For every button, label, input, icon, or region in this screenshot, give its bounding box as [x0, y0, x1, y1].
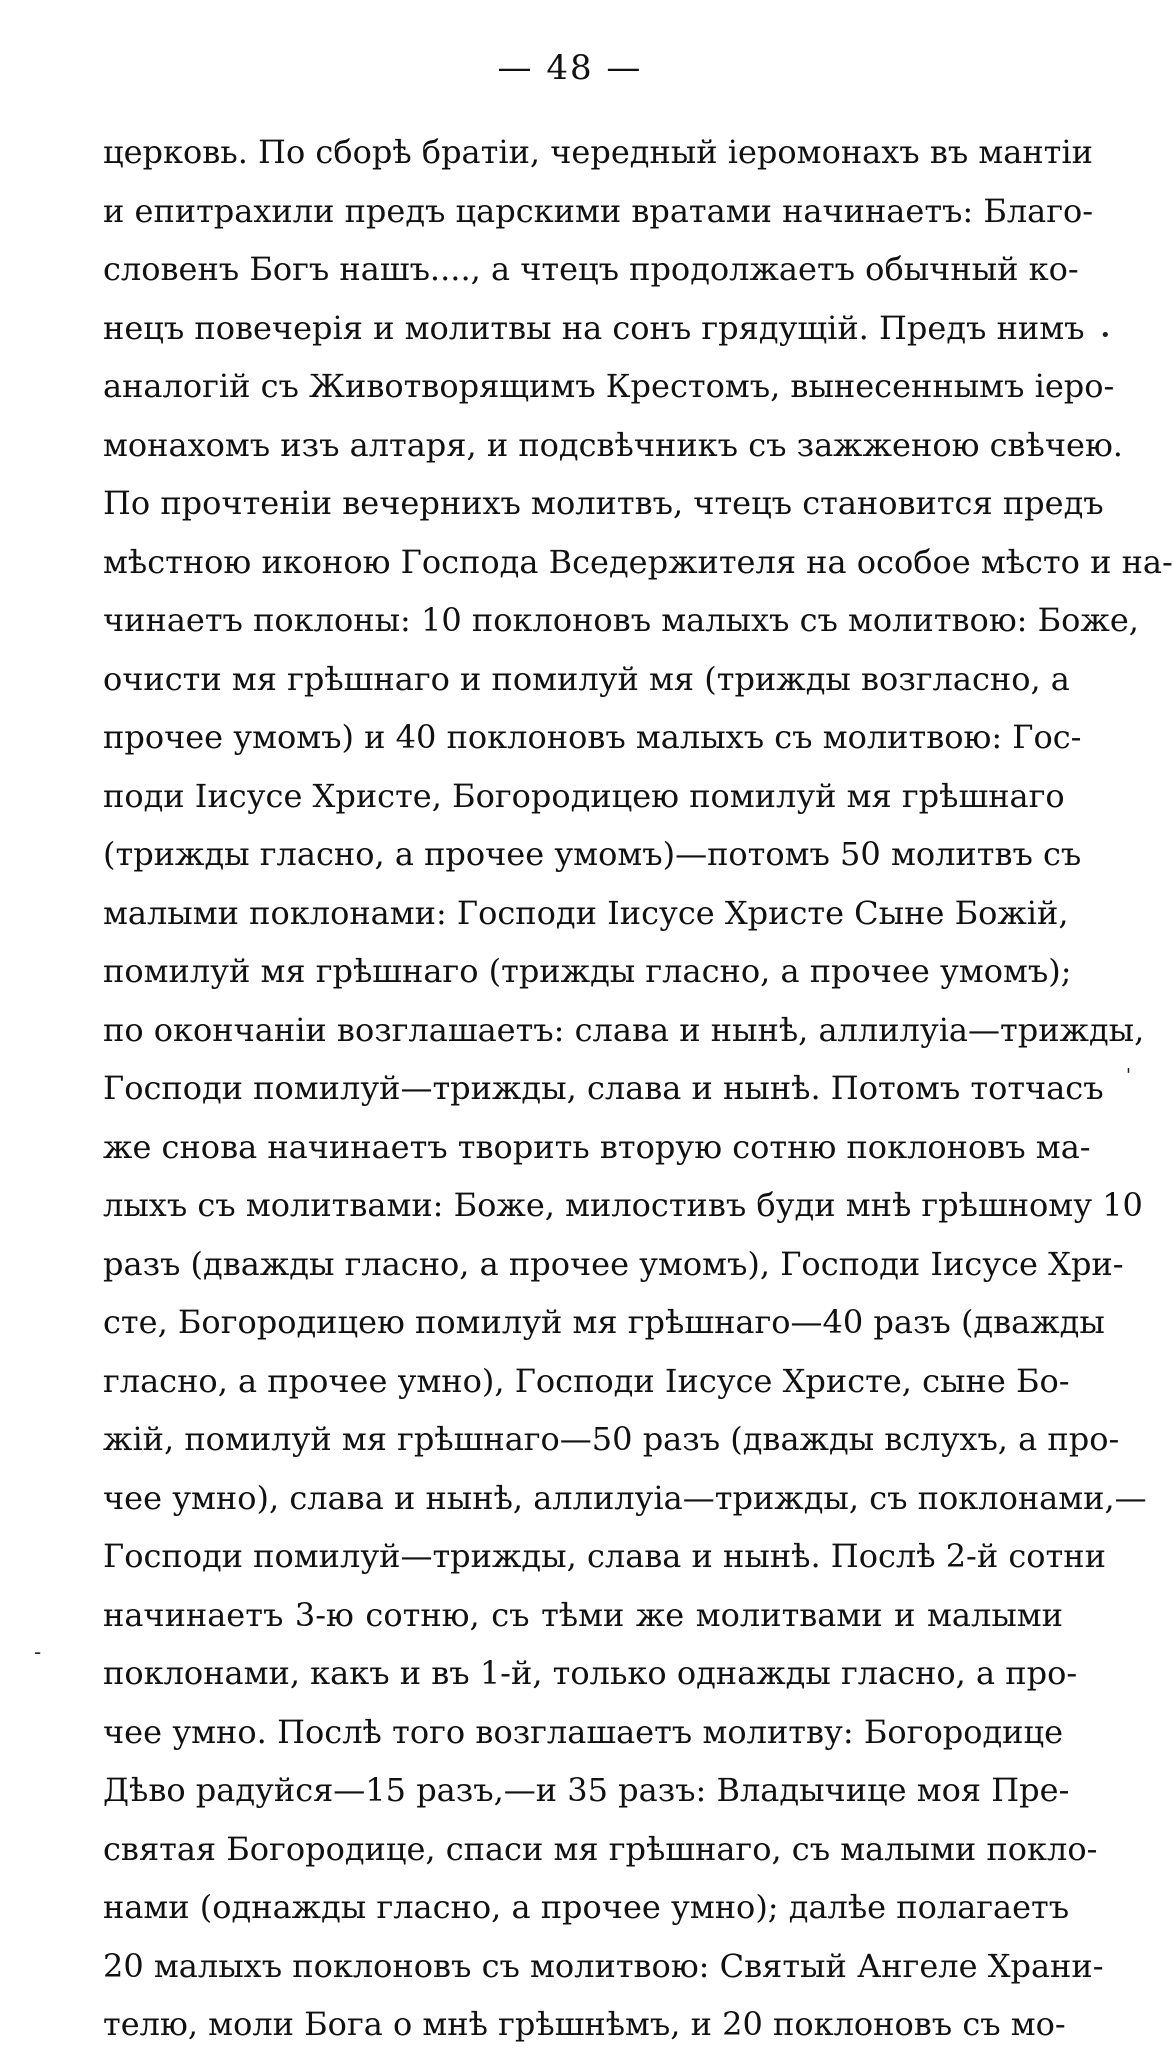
- text-line: (трижды гласно, а прочее умомъ)—потомъ 50 молитвъ съ: [103, 835, 1082, 873]
- text-line: поди Іисусе Христе, Богородицею помилуй мя грѣшнаго: [103, 776, 1065, 815]
- text-line: чее умно), слава и нынѣ, аллилуіа—трижды, съ поклонами,—: [103, 1478, 1147, 1517]
- text-line: словенъ Богъ нашъ...., а чтецъ продолжаетъ обычный ко-: [103, 250, 1079, 288]
- text-line: по окончаніи возглашаетъ: слава и нынѣ, аллилуіа—трижды,: [103, 1010, 1145, 1049]
- text-line: 20 малыхъ поклоновъ съ молитвою: Святый Ангеле Храни-: [103, 1946, 1104, 1985]
- text-line: По прочтеніи вечернихъ молитвъ, чтецъ становится предъ: [103, 484, 1104, 522]
- text-line: сте, Богородицею помилуй мя грѣшнаго—40 разъ (дважды: [103, 1303, 1105, 1341]
- margin-speck: •: [1100, 325, 1111, 346]
- text-line: и епитрахили предъ царскими вратами начинаетъ: Благо-: [103, 191, 1094, 230]
- text-line: мѣстною иконою Господа Вседержителя на особое мѣсто и на-: [103, 542, 1173, 581]
- text-line: начинаетъ 3-ю сотню, съ тѣми же молитвами и малыми: [103, 1595, 1063, 1634]
- text-line: очисти мя грѣшнаго и помилуй мя (трижды возгласно, а: [103, 659, 1070, 698]
- text-line: нами (однажды гласно, а прочее умно); далѣе полагаетъ: [103, 1888, 1070, 1926]
- text-line: лыхъ съ молитвами: Боже, милостивъ буди мнѣ грѣшному 10: [103, 1186, 1143, 1224]
- text-line: Господи помилуй—трижды, слава и нынѣ. Потомъ тотчасъ: [103, 1069, 1104, 1107]
- text-line: поклонами, какъ и въ 1-й, только однажды гласно, а про-: [103, 1654, 1078, 1692]
- text-line: святая Богородице, спаси мя грѣшнаго, съ малыми покло-: [103, 1829, 1098, 1868]
- text-line: чее умно. Послѣ того возглашаетъ молитву: Богородице: [103, 1712, 1063, 1751]
- page-number: — 48 —: [497, 48, 643, 88]
- text-line: аналогій съ Животворящимъ Крестомъ, вынесеннымъ іеро-: [103, 367, 1115, 405]
- text-line: Господи помилуй—трижды, слава и нынѣ. Послѣ 2-й сотни: [103, 1537, 1106, 1575]
- margin-speck: ': [1126, 1065, 1131, 1086]
- text-line: нецъ повечерія и молитвы на сонъ грядущій. Предъ нимъ: [103, 308, 1085, 347]
- text-line: же снова начинаетъ творить вторую сотню поклоновъ ма-: [103, 1127, 1091, 1166]
- text-line: жій, помилуй мя грѣшнаго—50 разъ (дважды вслухъ, а про-: [103, 1420, 1120, 1458]
- text-line: прочее умомъ) и 40 поклоновъ малыхъ съ молитвою: Гос-: [103, 718, 1082, 756]
- text-line: телю, моли Бога о мнѣ грѣшнѣмъ, и 20 поклоновъ съ мо-: [103, 2005, 1066, 2043]
- text-line: церковь. По сборѣ братіи, чередный іеромонахъ въ мантіи: [103, 133, 1093, 171]
- margin-speck: -: [34, 1640, 42, 1664]
- text-line: гласно, а прочее умно), Господи Іисусе Христе, сыне Бо-: [103, 1361, 1070, 1400]
- text-line: малыми поклонами: Господи Іисусе Христе Сыне Божій,: [103, 893, 1069, 932]
- text-line: чинаетъ поклоны: 10 поклоновъ малыхъ съ молитвою: Боже,: [103, 601, 1139, 639]
- body-text: [103, 123, 1173, 2054]
- text-line: Дѣво радуйся—15 разъ,—и 35 разъ: Владычице моя Пре-: [103, 1771, 1070, 1809]
- text-line: разъ (дважды гласно, а прочее умомъ), Господи Іисусе Хри-: [103, 1244, 1124, 1283]
- text-line: помилуй мя грѣшнаго (трижды гласно, а прочее умомъ);: [103, 952, 1072, 990]
- text-line: монахомъ изъ алтаря, и подсвѣчникъ съ зажженою свѣчею.: [103, 425, 1123, 464]
